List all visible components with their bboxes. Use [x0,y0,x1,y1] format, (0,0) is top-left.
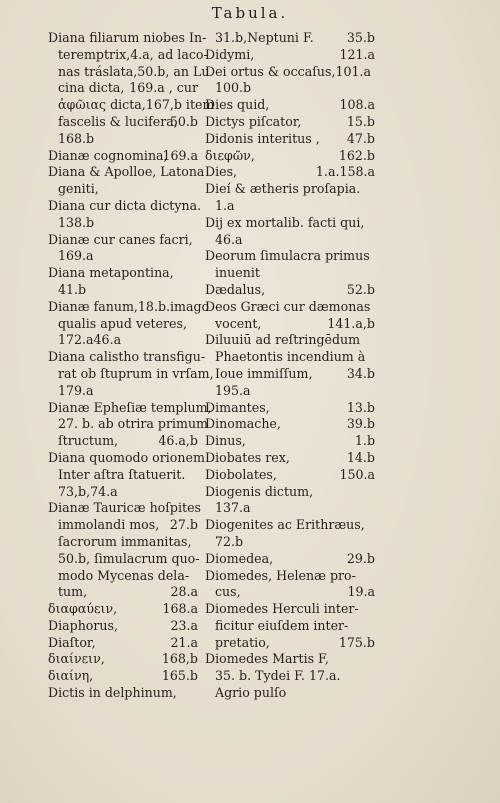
page-reference: 35.b [346,30,375,45]
entry-text: nas tráslata,50.b, an Lu [58,63,210,79]
index-entry-line [205,450,375,467]
entry-text: 35. b. Tydei F. 17.a. [215,668,341,684]
page-reference: 168.a [162,601,198,617]
entry-text: Dianæ cognomina, [48,147,168,163]
index-entry-line [205,64,375,81]
page-reference: 108.a [339,97,375,113]
entry-text: Deos Græci cur dæmonas [205,298,371,314]
entry-text: cus, [215,584,241,600]
entry-text: ficitur eiuſdem inter- [215,617,349,633]
entry-text: vocent, [215,315,262,331]
entry-text: Inter aſtra ſtatuerit. [58,466,186,482]
entry-text: 31.b,Neptuni F. [215,30,314,45]
entry-text: Diana filiarum niobes In- [48,30,207,45]
entry-text: geniti, [58,181,99,197]
index-entry-line [205,332,375,349]
index-entry-line [205,181,375,198]
index-entry-line [205,30,375,47]
index-entry-line [205,500,375,517]
page-reference: 165.b [161,668,198,684]
page-reference: 34.b [346,365,375,381]
entry-text: qualis apud veteres, [58,315,187,331]
entry-text: inuenit [215,265,260,281]
entry-text: 195.a [215,382,251,398]
page-reference: 150.a [339,466,375,482]
entry-text: Diomedes, Helenæ pro- [205,567,356,583]
index-entry-line [205,97,375,114]
entry-text: Dictis in delphinum, [48,685,177,701]
index-entry-line [48,265,198,282]
index-entry-line [205,80,375,97]
entry-text: Didonis interitus , [205,130,320,146]
index-entry-line [48,365,214,383]
index-entry-line [48,484,198,501]
entry-text: Phaetontis incendium à [215,349,366,365]
page-reference: 169.a , cur [129,80,198,96]
index-entry-line [48,668,198,685]
page-reference: 50.b [169,113,198,129]
entry-text: 172.a46.a [58,332,122,348]
entry-text: 1.a [215,197,235,213]
index-entry-line [205,114,375,131]
entry-text: Agrio pulſo [215,685,287,701]
entry-text: ſacrorum immanitas, [58,533,192,549]
entry-text: Dianæ fanum,18.b.imago [48,298,210,314]
page-reference: 14.b [346,449,375,465]
index-entry-line [48,114,198,131]
index-entry-line [48,46,208,64]
index-entry-line [205,685,375,702]
entry-text: Diana cur dicta dictyna. [48,197,202,213]
entry-text: Diomedea, [205,550,274,566]
entry-text: διαφαύειν, [48,601,118,617]
index-entry-line [48,467,198,484]
entry-text: 46.a [215,231,243,247]
index-entry-line [48,618,198,635]
index-entry-line [48,181,198,198]
index-entry-line [48,399,212,417]
entry-text: 73,b,74.a [58,483,118,499]
index-entry-line [205,131,375,148]
entry-text: Dij ex mortalib. facti qui, [205,214,365,230]
entry-text: Didymi, [205,46,255,62]
index-entry-line [48,215,198,232]
index-entry-line [48,635,198,652]
page-reference: 121.a [339,46,375,62]
entry-text: tum, [58,584,88,600]
index-entry-line [48,248,198,265]
index-entry-line [48,433,198,450]
entry-text: Dei ortus & occaſus,101.a [205,63,372,79]
index-entry-line [48,517,198,534]
page-reference: 27.b [169,517,198,533]
entry-text: 138.b [58,214,95,230]
entry-text: 27. b. ab otrira primum [58,416,208,432]
index-entry-line [205,517,375,534]
entry-text: Diana metapontina, [48,265,174,281]
entry-text: 100.b [215,80,252,96]
index-entry-line [205,349,375,366]
entry-text: Dies, [205,164,238,180]
index-entry-line [48,685,198,702]
page-reference: 19.a [347,584,375,600]
page-reference: 13.b [346,399,375,415]
entry-text: 50.b, ſimulacrum quo- [58,550,200,566]
entry-text: 179.a [58,382,94,398]
left-column [48,30,215,702]
page-reference: 46.a,b [158,433,198,449]
index-entry-line [205,383,375,400]
index-entry-line [205,198,375,215]
index-entry-line [205,400,375,417]
right-column [205,30,375,702]
entry-text: immolandi mos, [58,517,160,533]
index-entry-line [205,248,375,265]
entry-text: teremptrix,4.a, ad laco- [58,46,208,62]
page-reference: 23.a [170,617,198,633]
index-entry-line [48,349,206,366]
index-entry-line [205,282,375,299]
entry-text: Diomedes Herculi inter- [205,601,359,617]
index-entry-line [48,534,198,551]
entry-text: Diana & Apolloe, Latona [48,164,205,180]
index-entry-line [205,316,375,333]
entry-text: pretatio, [215,634,270,650]
entry-text: 169.a [58,248,94,264]
index-entry-line [48,316,198,333]
index-entry-line [48,232,198,249]
page-reference: 15.b [346,113,375,129]
index-entry-line [48,416,208,433]
entry-text: Dædalus, [205,281,266,297]
page-reference: 175.b [338,634,375,650]
index-entry-line [48,383,198,400]
index-entry-line [205,551,375,568]
index-entry-line [205,416,375,433]
index-entry-line [48,584,198,601]
entry-text: Diluuiū ad reſtringēdum [205,332,361,348]
entry-text: διαίνη, [48,668,94,684]
page-reference: 29.b [346,550,375,566]
entry-text: Dinomache, [205,416,281,432]
entry-text: 41.b [58,281,87,297]
entry-text: modo Mycenas dela- [58,567,190,583]
index-entry-line [48,551,198,568]
entry-text: Diaſtor, [48,634,96,650]
index-entry-line [205,467,375,484]
entry-text: 137.a [215,500,251,516]
entry-text: διεφῶν, [205,147,255,163]
page-reference: 47.b [346,130,375,146]
entry-text: Diaphorus, [48,617,118,633]
index-entry-line [205,215,375,232]
index-entry-line [48,197,202,215]
entry-text: Dimantes, [205,399,270,415]
index-entry-line [205,433,375,450]
index-entry-line [48,568,198,585]
entry-text: Dieí & ætheris proſapia. [205,181,361,197]
index-entry-line [205,584,375,601]
index-entry-line [48,63,210,81]
index-entry-line [205,47,375,64]
entry-text: cina dicta, [58,80,125,96]
page-reference: 52.b [346,281,375,297]
index-entry-line [48,131,198,148]
index-entry-line [48,164,205,181]
entry-text: ἀφῶιας dicta,167,b item [58,97,215,113]
entry-text: διαίνειν, [48,651,105,667]
entry-text: Dianæ cur canes facri, [48,231,193,247]
index-entry-line [48,500,201,517]
page-reference: 21.a [170,634,198,650]
page-reference: 141.a,b [327,315,375,331]
page-reference: 1.a.158.a [315,164,375,180]
index-entry-line [48,282,198,299]
entry-text: Ioue immiſſum, [215,365,313,381]
entry-text: Dies quid, [205,97,270,113]
page-reference: 169.a [162,147,198,163]
index-entry-line [205,635,375,652]
index-entry-line [205,618,375,635]
index-entry-line [205,534,375,551]
index-entry-line [48,651,198,668]
entry-text: 168.b [58,130,95,146]
page-reference: 39.b [346,416,375,432]
entry-text: Diobolates, [205,466,277,482]
entry-text: Diana quomodo orionem [48,449,205,465]
index-entry-line [48,601,198,618]
entry-text: Diana calistho transfigu- [48,349,206,365]
index-entry-line [48,97,215,114]
index-entry-line [205,651,375,668]
page-reference: 162.b [338,147,375,163]
entry-text: Diomedes Martis F, [205,651,329,667]
entry-text: Dictys piſcator, [205,113,302,129]
index-entry-line [205,232,375,249]
index-entry-line [205,568,375,585]
index-entry-line [205,265,375,282]
index-entry-line [205,299,375,316]
index-entry-line [48,30,207,47]
entry-text: 72.b [215,533,244,549]
entry-text: rat ob ſtuprum in vrſam, [58,365,214,381]
running-header: Tabula. [211,4,289,22]
entry-text: Diogenites ac Erithræus, [205,517,365,533]
index-entry-line [48,148,198,165]
page-reference: 1.b [354,433,375,449]
index-entry-line [48,298,210,316]
index-entry-line [48,449,205,467]
index-entry-line [205,164,375,181]
index-entry-line [48,80,198,97]
index-entry-line [205,366,375,383]
index-entry-line [205,148,375,165]
entry-text: Dinus, [205,433,246,449]
entry-text: Diobates rex, [205,449,290,465]
index-entry-line [205,601,375,618]
entry-text: Dianæ Tauricæ hoſpites [48,500,201,516]
entry-text: fascelis & lucifera, [58,113,178,129]
page-reference: 28.a [170,584,198,600]
index-entry-line [205,484,375,501]
index-entry-line [205,668,375,685]
entry-text: Dianæ Epheſiæ templum, [48,399,212,415]
entry-text: ſtructum, [58,433,119,449]
page-reference: 168,b [161,651,198,667]
entry-text: Diogenis dictum, [205,483,314,499]
index-entry-line [48,332,198,349]
entry-text: Deorum ſimulacra primus [205,248,370,264]
